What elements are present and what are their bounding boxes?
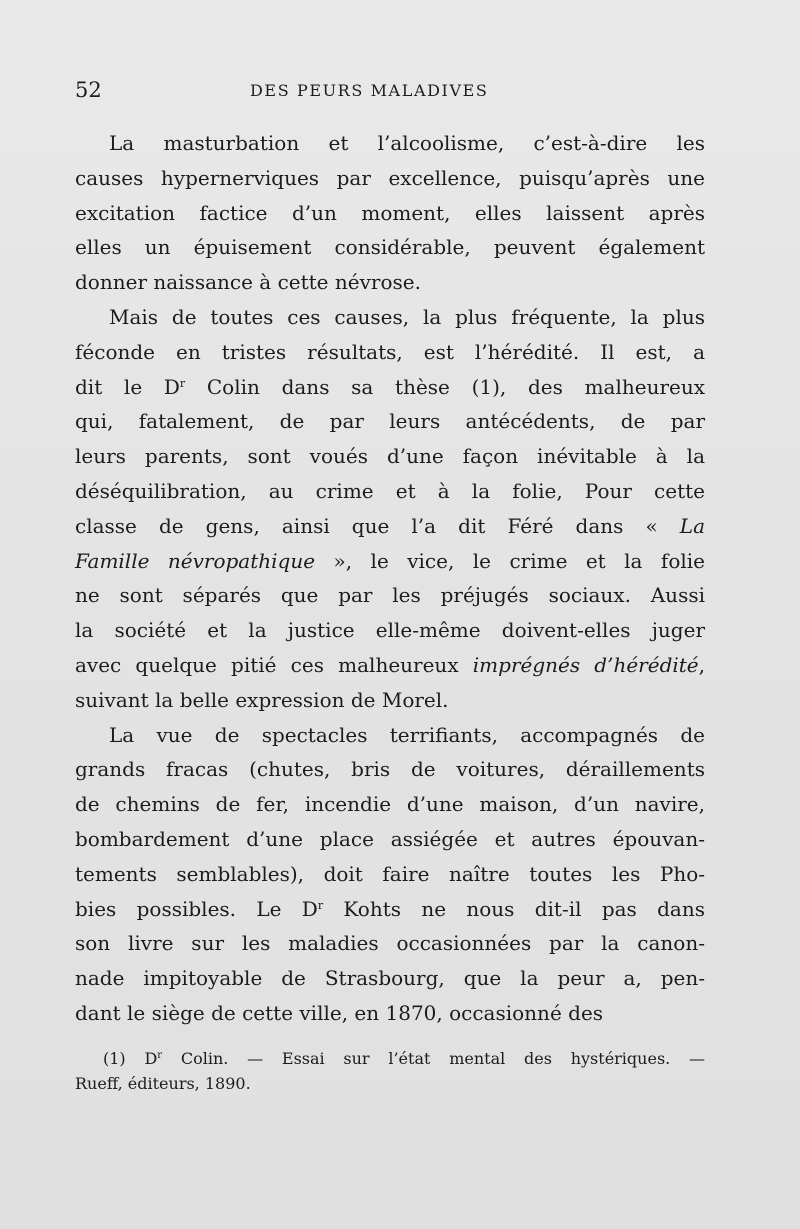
text-line: la société et la justice elle-même doivent-elles juger [75,618,705,643]
text-span: Colin dans sa thèse (1), des malheureux [185,374,706,399]
text-line: La masturbation et l’alcoolisme, c’est-à-dire les [109,131,705,155]
text-line: grands fracas (chutes, bris de voitures, déraillements [75,757,705,782]
text-span: bies possibles. Le D [75,896,318,921]
superscript: r [317,898,324,912]
running-title: DES PEURS MALADIVES [250,81,489,100]
text-span: Kohts ne nous dit-il pas dans [323,896,705,921]
text-line: dant le siège de cette ville, en 1870, occasionné des [75,1000,604,1025]
text-line: son livre sur les maladies occasionnées par la canon- [75,931,705,956]
page-header [75,78,705,104]
text-line: tements semblables), doit faire naître toutes les Pho- [75,861,705,886]
text-span: classe de gens, ainsi que l’a dit Féré dans « [75,513,680,538]
text-span: », le vice, le crime et la folie [315,548,706,573]
page-number: 52 [75,78,102,102]
text-line: leurs parents, sont voués d’une façon inévitable à la [75,444,705,469]
text-line: elles un épuisement considérable, peuvent également [75,235,705,260]
body-text [75,126,705,1031]
text-span: (1) D [103,1049,158,1068]
italic-text: imprégnés d’hérédité [472,652,699,677]
text-line: Mais de toutes ces causes, la plus fréquente, la plus [109,304,705,329]
text-line: donner naissance à cette névrose. [75,270,421,295]
text-line: suivant la belle expression de Morel. [75,687,449,712]
text-line: causes hypernerviques par excellence, puisqu’après une [75,165,705,190]
text-line [75,370,705,405]
footnote-line: Rueff, éditeurs, 1890. [75,1074,251,1093]
footnotes [75,1046,705,1096]
text-line: La vue de spectacles terrifiants, accompagnés de [109,722,705,747]
text-line [75,544,705,579]
italic-text: La [679,513,705,538]
text-line [75,892,705,927]
text-line: de chemins de fer, incendie d’une maison, d’un navire, [75,792,705,817]
text-line [75,509,705,544]
text-line: déséquilibration, au crime et à la folie, Pour cette [75,478,705,503]
italic-text: Famille névropathique [75,548,316,573]
superscript: r [157,1050,163,1061]
text-line: qui, fatalement, de par leurs antécédents, de par [75,409,705,434]
superscript: r [179,376,186,390]
text-line: excitation factice d’un moment, elles laissent après [75,200,705,225]
text-line: bombardement d’une place assiégée et autres épouvan- [75,826,705,851]
text-span: dit le D [75,374,180,399]
text-line: nade impitoyable de Strasbourg, que la peur a, pen- [75,966,705,991]
text-line: ne sont séparés que par les préjugés sociaux. Aussi [75,583,705,608]
footnote-line [75,1046,705,1071]
text-span: Colin. — Essai sur l’état mental des hystériques. — [162,1049,706,1068]
text-span: , [698,652,706,677]
text-line: féconde en tristes résultats, est l’hérédité. Il est, a [75,339,705,364]
text-line [75,648,705,683]
text-span: avec quelque pitié ces malheureux [75,652,473,677]
